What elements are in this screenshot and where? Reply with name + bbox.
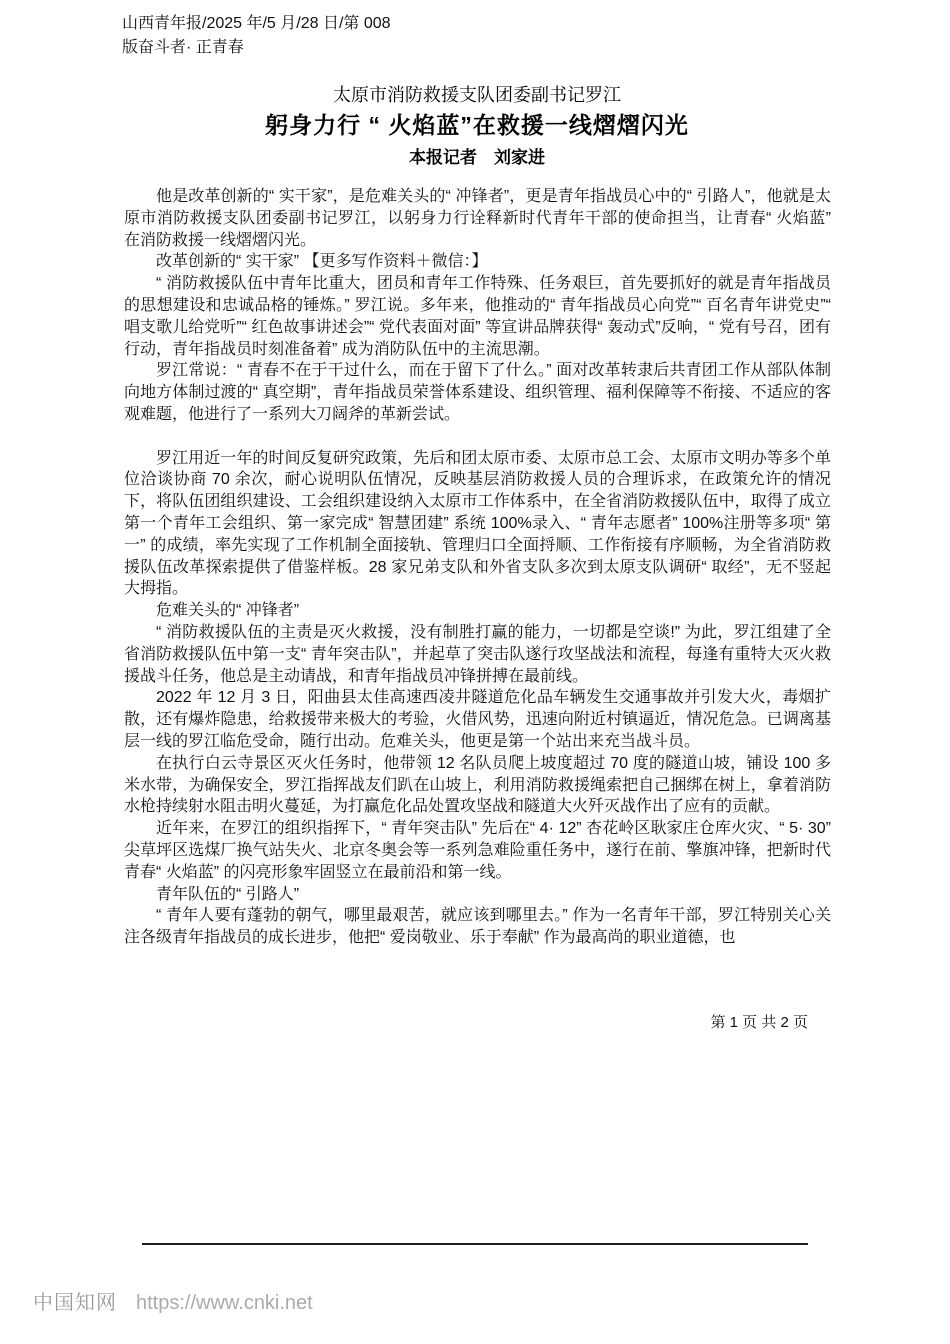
document-header xyxy=(122,12,828,60)
article-supertitle: 太原市消防救援支队团委副书记罗江 xyxy=(333,85,621,105)
cnki-watermark xyxy=(33,1291,313,1315)
paragraph: “ 青年人要有蓬勃的朝气，哪里最艰苦，就应该到哪里去。” 作为一名青年干部，罗江特别关心关注各级青年指战员的成长进步，他把“ 爱岗敬业、乐于奉献” 作为最高尚的职业道德，也 xyxy=(124,907,831,947)
page-number: 第 1 页 共 2 页 xyxy=(710,1014,808,1031)
paragraph: 危难关头的“ 冲锋者” xyxy=(156,602,300,620)
cnki-brand-text: 中国知网 xyxy=(33,1292,117,1314)
paragraph: “ 消防救援队伍中青年比重大，团员和青年工作特殊、任务艰巨，首先要抓好的就是青年指战员的思想建设和忠诚品格的锤炼。” 罗江说。多年来，他推动的“ 青年指战员心向党”“ 百名青年讲党史”“ 唱支歌儿给党听”“ 红色故事讲述会”“ 党代表面对面” 等宣讲品牌获得“ 轰动式”反响，“ 党有号召，团有行动，青年指战员时刻准备着” 成为消防队伍中的主流思潮。 xyxy=(124,275,831,358)
paragraph: 他是改革创新的“ 实干家”，是危难关头的“ 冲锋者”，更是青年指战员心中的“ 引路人”，他就是太原市消防救援支队团委副书记罗江，以躬身力行诠释新时代青年干部的使命担当，让青春“ 火焰蓝” 在消防救援一线熠熠闪光。 xyxy=(124,188,831,249)
paragraph: 青年队伍的“ 引路人” xyxy=(156,885,300,903)
article-title: 躬身力行 “ 火焰蓝”在救援一线熠熠闪光 xyxy=(265,112,689,138)
paragraph: 近年来，在罗江的组织指挥下，“ 青年突击队” 先后在“ 4· 12” 杏花岭区耿家庄仓库火灾、“ 5· 30” 尖草坪区选煤厂换气站失火、北京冬奥会等一系列急难险重任务中，遂行在前、擎旗冲锋，把新时代青春“ 火焰蓝” 的闪亮形象牢固竖立在最前沿和第一线。 xyxy=(124,820,831,881)
paragraph: 在执行白云寺景区灭火任务时，他带领 12 名队员爬上坡度超过 70 度的隧道山坡，铺设 100 多米水带，为确保安全，罗江指挥战友们趴在山坡上，利用消防救援绳索把自己捆绑在树上，拿着消防水枪持续射水阻击明火蔓延，为打赢危化品处置攻坚战和隧道大火歼灭战作出了应有的贡献。 xyxy=(124,754,831,816)
paragraph: “ 消防救援队伍的主责是灭火救援，没有制胜打赢的能力，一切都是空谈!” 为此，罗江组建了全省消防救援队伍中第一支“ 青年突击队”，并起草了突击队遂行攻坚战法和流程，每逢有重特大灭火救援战斗任务，他总是主动请战，和青年指战员冲锋拼搏在最前线。 xyxy=(124,623,831,685)
cnki-url-text: https://www.cnki.net xyxy=(136,1292,313,1314)
header-section-line: 版奋斗者· 正青春 xyxy=(122,39,244,56)
footer-divider xyxy=(142,1243,808,1245)
paragraph: 改革创新的“ 实干家” 【更多写作资料＋微信：】 xyxy=(156,253,488,271)
article-body xyxy=(124,186,831,949)
paragraph: 罗江常说：“ 青春不在于干过什么，而在于留下了什么。” 面对改革转隶后共青团工作从部队体制向地方体制过渡的“ 真空期”，青年指战员荣誉体系建设、组织管理、福利保障等不衔接、不适应的客观难题，他进行了一系列大刀阔斧的革新尝试。 xyxy=(124,362,831,423)
paragraph: 2022 年 12 月 3 日，阳曲县太佳高速西凌井隧道危化品车辆发生交通事故并引发大火，毒烟扩散，还有爆炸隐患，给救援带来极大的考验，火借风势，迅速向附近村镇逼近，情况危急。已调离基层一线的罗江临危受命，随行出动。危难关头，他更是第一个站出来充当战斗员。 xyxy=(124,689,831,750)
header-publication-line: 山西青年报/2025 年/5 月/28 日/第 008 xyxy=(122,15,391,32)
paragraph: 罗江用近一年的时间反复研究政策，先后和团太原市委、太原市总工会、太原市文明办等多个单位洽谈协商 70 余次，耐心说明队伍情况，反映基层消防救援人员的合理诉求，在政策允许的情况下，将队伍团组织建设、工会组织建设纳入太原市工作体系中，在全省消防救援队伍中，取得了成立第一个青年工会组织、第一家完成“ 智慧团建” 系统 100%录入、“ 青年志愿者” 100%注册等多项“ 第一” 的成绩，率先实现了工作机制全面接轨、管理归口全面捋顺、工作衔接有序顺畅，为全省消防救援队伍改革探索提供了借鉴样板。28 家兄弟支队和外省支队多次到太原支队调研“ 取经”，无不竖起大拇指。 xyxy=(124,449,831,598)
article-byline: 本报记者 刘家进 xyxy=(409,148,545,167)
article-title-block xyxy=(122,84,832,169)
blank-line xyxy=(124,426,831,448)
